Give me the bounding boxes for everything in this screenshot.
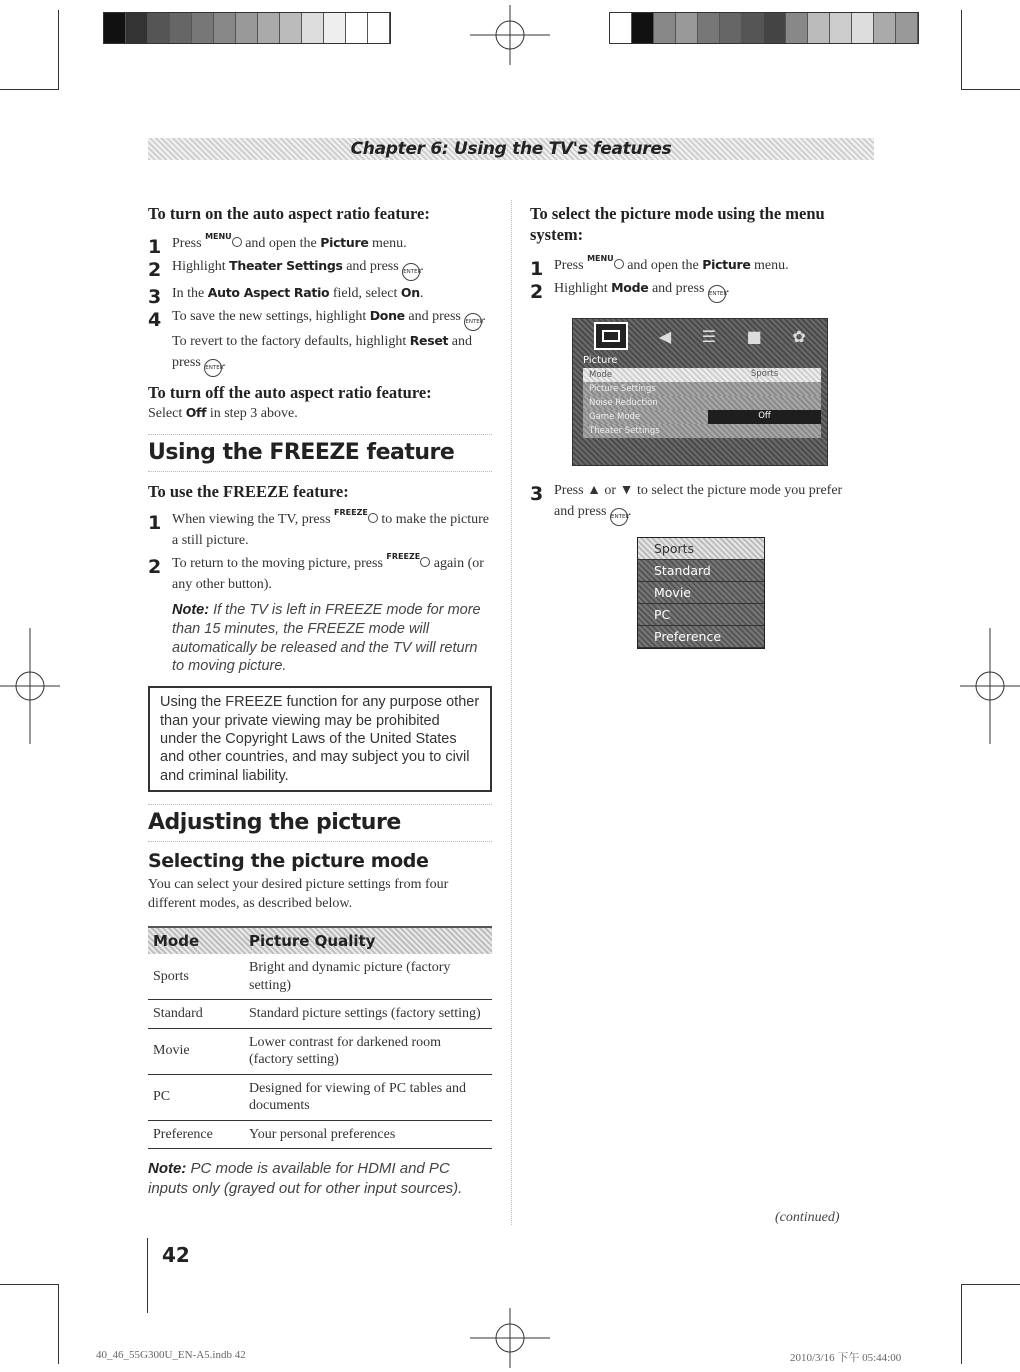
calibration-bar-left xyxy=(103,12,391,44)
step-text: field, select xyxy=(332,285,398,301)
menu-row-label: Picture Settings xyxy=(589,383,656,394)
step-item xyxy=(148,306,492,377)
registration-target xyxy=(470,5,550,65)
step-number: 1 xyxy=(148,235,162,258)
table-cell-mode: PC xyxy=(148,1074,244,1120)
step-text: or xyxy=(604,483,617,498)
setup-tab-icon: ✿ xyxy=(792,326,806,346)
crop-mark xyxy=(961,1284,962,1364)
step-text: Press xyxy=(554,258,584,274)
crop-mark xyxy=(961,89,1020,90)
auto-on-heading: To turn on the auto aspect ratio feature: xyxy=(148,204,430,223)
auto-off-heading: To turn off the auto aspect ratio feature: xyxy=(148,382,432,402)
table-cell-quality: Lower contrast for darkened room (factory setting) xyxy=(244,1028,492,1074)
table-header-cell: Mode xyxy=(148,927,244,954)
freeze-button-icon xyxy=(368,513,378,523)
step-text: Highlight xyxy=(172,258,226,274)
menu-button-icon xyxy=(232,237,242,247)
mode-list-item: PC xyxy=(638,604,764,626)
menu-rows xyxy=(583,368,821,438)
step-text: to make the picture a still picture. xyxy=(172,511,490,548)
menu-row-label: Theater Settings xyxy=(589,425,660,436)
menu-row-noise-reduction xyxy=(583,396,821,410)
table-row xyxy=(148,1074,492,1120)
table-row xyxy=(148,1120,492,1149)
picture-mode-list-screenshot xyxy=(637,537,765,649)
page-number-rule xyxy=(147,1238,148,1313)
enter-button-icon: ENTER xyxy=(464,313,482,331)
table-cell-quality: Bright and dynamic picture (factory setting) xyxy=(244,954,492,1000)
table-header-cell: Picture Quality xyxy=(244,927,492,954)
step-text: . xyxy=(419,285,424,301)
step-item xyxy=(148,509,492,551)
calibration-bar-right xyxy=(609,12,919,44)
menu-row-label: Game Mode xyxy=(589,411,641,422)
left-column xyxy=(148,200,492,1198)
step-number: 2 xyxy=(148,555,162,578)
step-text: To save the new settings, highlight xyxy=(172,308,367,324)
step-item xyxy=(148,231,492,258)
step-text: Highlight xyxy=(554,281,608,297)
step-text: . xyxy=(725,281,730,297)
registration-target xyxy=(470,1308,550,1368)
note-label: Note: xyxy=(172,601,210,618)
body-text: Select xyxy=(148,406,183,422)
freeze-button-label: FREEZE xyxy=(386,551,421,561)
menu-button-label: MENU xyxy=(205,231,232,241)
selecting-subsection-title: Selecting the picture mode xyxy=(148,850,429,873)
menu-button-label: MENU xyxy=(587,254,614,264)
menu-row-value: Sports xyxy=(750,369,779,379)
note-text: PC mode is available for HDMI and PC inputs only (grayed out for other input sources). xyxy=(148,1160,463,1197)
ui-term: Auto Aspect Ratio xyxy=(207,284,330,300)
step-item xyxy=(530,278,860,303)
chapter-header xyxy=(148,138,874,160)
table-cell-mode: Standard xyxy=(148,1000,244,1029)
auto-on-steps xyxy=(148,233,492,377)
copyright-warning-box xyxy=(148,686,492,792)
enter-button-icon: ENTER xyxy=(402,263,420,281)
step-text: and press xyxy=(346,258,399,274)
step-text: Press xyxy=(172,235,202,251)
step-text: menu. xyxy=(754,258,789,274)
right-column xyxy=(530,200,860,303)
lock-tab-icon: ■ xyxy=(746,326,762,346)
step-text: and open the xyxy=(245,235,317,251)
crop-mark xyxy=(0,1284,58,1285)
warning-text: Using the FREEZE function for any purpose other than your private viewing may be prohibited under the Copyright Laws of the United States and other countries, and may subject you to civil and criminal liability. xyxy=(160,694,480,784)
footer-filename: 40_46_55G300U_EN-A5.indb 42 xyxy=(96,1349,246,1361)
table-row xyxy=(148,954,492,1000)
ui-term: Done xyxy=(369,307,405,323)
menu-button-icon xyxy=(614,259,624,269)
ui-term: Picture xyxy=(702,257,751,273)
continued-label: (continued) xyxy=(775,1210,840,1225)
adjusting-section-title: Adjusting the picture xyxy=(148,804,492,842)
step-text: Press xyxy=(554,483,584,498)
step-text: In the xyxy=(172,285,205,301)
step-number: 3 xyxy=(148,285,162,308)
step-number: 1 xyxy=(530,258,544,281)
footer-timestamp: 2010/3/16 下午 05:44:00 xyxy=(790,1352,902,1364)
crop-mark xyxy=(961,10,962,90)
table-cell-quality: Standard picture settings (factory setting) xyxy=(244,1000,492,1029)
menu-icon-row xyxy=(573,319,827,353)
table-row xyxy=(148,1000,492,1029)
menu-row-label: Noise Reduction xyxy=(589,397,658,408)
picture-mode-table xyxy=(148,926,492,1149)
step-text: again (or any other button). xyxy=(172,555,484,592)
page-number: 42 xyxy=(162,1243,190,1267)
step-text: . xyxy=(420,258,424,274)
step-item xyxy=(530,254,860,281)
menu-title: Picture xyxy=(583,355,618,366)
audio-tab-icon: ◀ xyxy=(658,326,672,346)
crop-mark xyxy=(961,1284,1020,1285)
step-number: 1 xyxy=(148,511,162,534)
table-cell-quality: Designed for viewing of PC tables and documents xyxy=(244,1074,492,1120)
step-text: to select the picture mode you prefer and press xyxy=(554,483,843,519)
step-text: When viewing the TV, press xyxy=(172,511,331,527)
step-text: and open the xyxy=(627,258,699,274)
tv-picture-menu-screenshot xyxy=(572,318,828,466)
table-cell-mode: Sports xyxy=(148,954,244,1000)
freeze-section-title: Using the FREEZE feature xyxy=(148,434,492,472)
enter-button-icon: ENTER xyxy=(708,285,726,303)
step-text: and press xyxy=(172,333,472,370)
table-cell-mode: Movie xyxy=(148,1028,244,1074)
mode-list-item: Preference xyxy=(638,626,764,648)
picture-tab-icon xyxy=(594,322,628,350)
step-item xyxy=(148,553,492,595)
mode-list-item: Standard xyxy=(638,560,764,582)
step-text: and press xyxy=(651,281,705,297)
menu-row-theater-settings xyxy=(583,424,821,438)
chapter-title: Chapter 6: Using the TV's features xyxy=(350,139,672,159)
enter-button-icon: ENTER xyxy=(610,508,628,526)
mode-list-item: Movie xyxy=(638,582,764,604)
freeze-heading: To use the FREEZE feature: xyxy=(148,482,349,502)
step-text: menu. xyxy=(372,235,407,251)
menu-mode-heading: To select the picture mode using the menu system: xyxy=(530,204,825,244)
ui-term: Reset xyxy=(409,332,449,348)
menu-row-label: Mode xyxy=(589,369,613,380)
menu-row-mode xyxy=(583,368,821,382)
table-header-row xyxy=(148,927,492,954)
up-arrow-icon: ▲ xyxy=(587,483,601,498)
crop-mark xyxy=(58,1284,59,1364)
pc-note xyxy=(148,1159,492,1198)
step-number: 2 xyxy=(148,258,162,281)
freeze-button-icon xyxy=(420,557,430,567)
step-number: 3 xyxy=(530,483,544,505)
column-divider xyxy=(511,200,512,1225)
menu-mode-steps xyxy=(530,255,860,303)
step-item xyxy=(148,256,492,281)
step-item xyxy=(148,283,492,308)
freeze-note xyxy=(172,601,492,676)
crop-mark xyxy=(58,10,59,90)
step-text: . xyxy=(628,504,632,519)
menu-mode-step-3 xyxy=(530,478,850,526)
note-text: If the TV is left in FREEZE mode for more than 15 minutes, the FREEZE mode will automatically be released and the TV will return to moving picture. xyxy=(172,601,481,675)
note-label: Note: xyxy=(148,1160,187,1178)
table-cell-mode: Preference xyxy=(148,1120,244,1149)
freeze-button-label: FREEZE xyxy=(334,507,368,517)
down-arrow-icon: ▼ xyxy=(619,483,634,498)
registration-target xyxy=(0,628,60,744)
menu-row-game-mode xyxy=(583,410,821,424)
enter-button-icon: ENTER xyxy=(204,359,222,377)
ui-term: Off xyxy=(185,405,207,421)
table-row xyxy=(148,1028,492,1074)
step-number: 2 xyxy=(530,281,544,304)
selecting-intro: You can select your desired picture settings from four different modes, as described below. xyxy=(148,877,449,912)
crop-mark xyxy=(0,89,58,90)
mode-list-item: Sports xyxy=(638,538,764,560)
table-cell-quality: Your personal preferences xyxy=(244,1120,492,1149)
ui-term: Picture xyxy=(320,234,369,250)
ui-term: Theater Settings xyxy=(229,257,343,273)
step-text: To return to the moving picture, press xyxy=(172,555,383,571)
body-text: in step 3 above. xyxy=(209,406,298,422)
menu-row-picture-settings xyxy=(583,382,821,396)
step-text: . To revert to the factory defaults, highlight xyxy=(172,308,486,349)
step-item xyxy=(530,480,850,526)
registration-target xyxy=(960,628,1020,744)
settings-tab-icon: ☰ xyxy=(701,326,717,346)
menu-row-value: Off xyxy=(708,410,821,424)
step-number: 4 xyxy=(148,308,162,331)
step-text: and press xyxy=(408,308,461,324)
auto-off-text xyxy=(148,403,492,424)
ui-term: On xyxy=(400,284,420,300)
ui-term: Mode xyxy=(611,280,649,296)
freeze-steps xyxy=(148,509,492,595)
step-text: . xyxy=(222,354,226,370)
